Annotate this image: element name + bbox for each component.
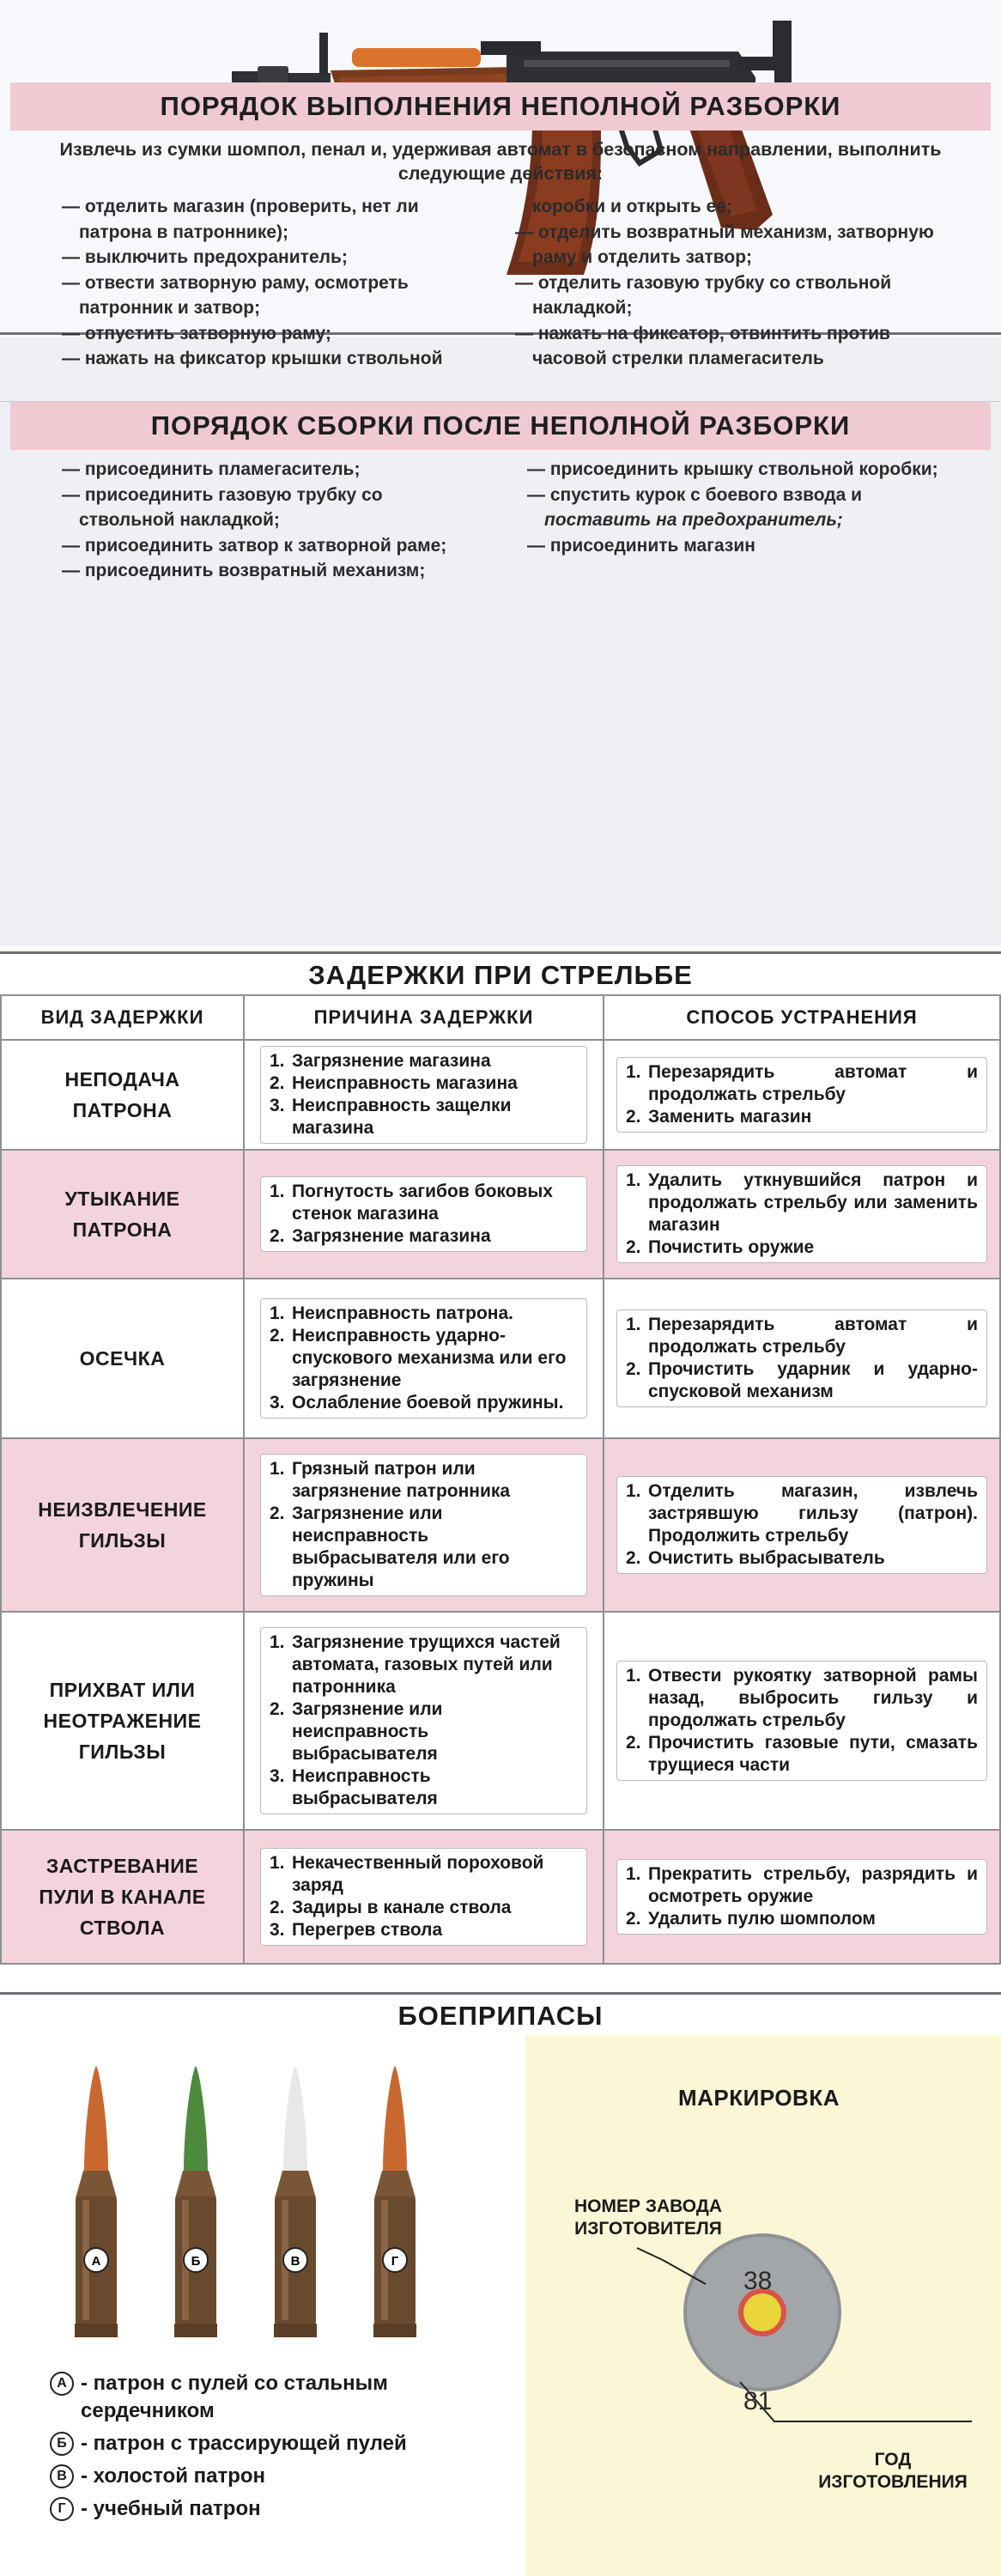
- step-line: — отделить магазин (проверить, нет ли: [62, 197, 419, 216]
- cause-item: [270, 1050, 578, 1072]
- table-row: [1, 1438, 1000, 1612]
- legend-badge: Г: [50, 2497, 74, 2521]
- step-line: — отпустить затворную раму;: [62, 323, 331, 343]
- ammo-title: БОЕПРИПАСЫ: [0, 1992, 1001, 2035]
- delay-fix-cell: [604, 1830, 1000, 1964]
- fix-item: [626, 1106, 978, 1128]
- fix-item: [626, 1236, 978, 1259]
- item-text: Неисправность магазина: [292, 1073, 518, 1093]
- step-line: — спустить курок с боевого взвода и: [527, 484, 863, 505]
- fix-item: [626, 1547, 978, 1570]
- item-number: 3.: [270, 1920, 285, 1940]
- step-line: коробки и открыть ее;: [532, 197, 732, 216]
- legend-item: [50, 2430, 513, 2458]
- item-text: Некачественный пороховой заряд: [292, 1853, 544, 1895]
- item-text: Удалить пулю шомполом: [648, 1909, 876, 1929]
- item-number: 1.: [626, 1170, 641, 1190]
- fix-list: [616, 1476, 987, 1574]
- item-text: Прочистить ударник и ударно-спусковой механизм: [648, 1359, 978, 1401]
- cause-item: [270, 1181, 578, 1225]
- item-text: Удалить уткнувшийся патрон и продолжать стрельбу или заменить магазин: [648, 1170, 978, 1235]
- step-line: — выключить предохранитель;: [62, 247, 348, 267]
- case-shoulder: [175, 2171, 216, 2198]
- delay-kind-cell: [1, 1830, 244, 1964]
- delay-cause-cell: [244, 1438, 604, 1612]
- item-text: Неисправность ударно-спускового механизма или его загрязнение: [292, 1326, 567, 1390]
- delay-kind-line: ГИЛЬЗЫ: [78, 1529, 167, 1552]
- legend-item: [50, 2463, 513, 2490]
- bullet-tip: [383, 2066, 407, 2172]
- item-number: 2.: [626, 1909, 641, 1929]
- delay-kind-cell: [1, 1612, 244, 1830]
- item-number: 1.: [270, 1853, 285, 1873]
- item-text: Грязный патрон или загрязнение патронника: [292, 1459, 511, 1501]
- cartridge-legend: [50, 2370, 513, 2528]
- header-fix: СПОСОБ УСТРАНЕНИЯ: [604, 995, 1000, 1040]
- item-number: 1.: [270, 1632, 285, 1652]
- fix-list: [616, 1165, 987, 1263]
- item-text: Почистить оружие: [648, 1237, 815, 1257]
- legend-item: [50, 2495, 513, 2523]
- disassembly-steps-left: [62, 194, 482, 372]
- step-line: — присоединить пламегаситель;: [62, 459, 361, 479]
- delays-table-body: [1, 1040, 1000, 1964]
- step-line: — присоединить крышку ствольной коробки;: [527, 459, 938, 479]
- factory-number-label: [549, 2196, 747, 2240]
- cause-item: [270, 1503, 578, 1592]
- label-line: ГОД: [874, 2450, 912, 2470]
- item-text: Заменить магазин: [648, 1107, 812, 1127]
- item-number: 1.: [270, 1303, 285, 1323]
- delay-kind-line: ЗАСТРЕВАНИЕ: [46, 1855, 199, 1877]
- legend-text: - патрон с трассирующей пулей: [81, 2432, 407, 2455]
- fix-item: [626, 1480, 978, 1547]
- cartridge-base-diagram: [525, 2035, 1001, 2576]
- legend-badge: А: [50, 2372, 74, 2396]
- cartridge-badge-letter: В: [290, 2254, 300, 2269]
- cause-item: [270, 1225, 578, 1248]
- cause-item: [270, 1852, 578, 1897]
- item-text: Загрязнение или неисправность выбрасывателя или его пружины: [292, 1504, 510, 1590]
- table-row: [1, 1279, 1000, 1438]
- delay-fix-cell: [604, 1438, 1000, 1612]
- item-number: 2.: [626, 1733, 641, 1753]
- item-text: Загрязнение трущихся частей автомата, газовых путей или патронника: [292, 1632, 561, 1697]
- case-rim: [174, 2324, 217, 2337]
- delays-table: [0, 994, 1001, 1965]
- fix-item: [626, 1061, 978, 1106]
- bullet-tip: [84, 2066, 108, 2172]
- cartridges-illustration: [0, 2035, 525, 2370]
- item-number: 1.: [270, 1182, 285, 1201]
- item-text: Прекратить стрельбу, разрядить и осмотреть оружие: [648, 1864, 978, 1906]
- fix-item: [626, 1358, 978, 1403]
- item-number: 1.: [270, 1051, 285, 1071]
- item-number: 1.: [626, 1062, 641, 1082]
- cartridge-badge-letter: Г: [391, 2254, 399, 2269]
- item-number: 1.: [626, 1864, 641, 1884]
- delay-fix-cell: [604, 1612, 1000, 1830]
- delay-cause-cell: [244, 1612, 604, 1830]
- item-text: Прочистить газовые пути, смазать трущиеся части: [648, 1733, 978, 1775]
- delay-kind-cell: [1, 1040, 244, 1150]
- item-text: Очистить выбрасыватель: [648, 1548, 885, 1568]
- item-text: Ослабление боевой пружины.: [292, 1393, 564, 1413]
- assembly-steps-left: [62, 457, 500, 584]
- marking-panel: [525, 2035, 1001, 2576]
- legend-badge: В: [50, 2464, 74, 2488]
- delay-kind-line: ПАТРОНА: [72, 1099, 173, 1121]
- factory-leader-line: [637, 2248, 706, 2284]
- cartridge-2: [174, 2066, 217, 2337]
- assembly-title: ПОРЯДОК СБОРКИ ПОСЛЕ НЕПОЛНОЙ РАЗБОРКИ: [10, 402, 991, 450]
- case-shoulder: [374, 2171, 416, 2198]
- label-line: НОМЕР ЗАВОДА: [574, 2196, 722, 2216]
- case-rim: [75, 2324, 118, 2337]
- step-line: — отделить возвратный механизм, затворную: [515, 222, 934, 242]
- cause-list: [260, 1046, 587, 1144]
- label-line: ИЗГОТОВЛЕНИЯ: [818, 2472, 968, 2492]
- year-number: 81: [743, 2387, 773, 2415]
- label-line: ИЗГОТОВИТЕЛЯ: [574, 2219, 722, 2239]
- cartridge-badge-letter: А: [91, 2254, 101, 2269]
- item-number: 2.: [270, 1226, 285, 1246]
- item-text: Задиры в канале ствола: [292, 1898, 512, 1917]
- table-header-row: [1, 995, 1000, 1040]
- step-line: — отделить газовую трубку со ствольной: [515, 272, 892, 293]
- item-number: 1.: [626, 1666, 641, 1686]
- item-text: Загрязнение магазина: [292, 1051, 491, 1071]
- step-line: накладкой;: [532, 298, 633, 318]
- item-number: 2.: [270, 1699, 285, 1719]
- cause-item: [270, 1392, 578, 1414]
- item-text: Погнутость загибов боковых стенок магазина: [292, 1182, 553, 1224]
- legend-text: - учебный патрон: [81, 2497, 261, 2520]
- step-line: часовой стрелки пламегаситель: [532, 349, 824, 368]
- legend-text: - холостой патрон: [81, 2464, 266, 2488]
- table-row: [1, 1150, 1000, 1279]
- item-number: 3.: [270, 1096, 285, 1115]
- cause-item: [270, 1631, 578, 1698]
- fix-list: [616, 1309, 987, 1407]
- step-line: раму и отделить затвор;: [532, 247, 753, 267]
- assembly-steps-right: [527, 457, 991, 558]
- fix-list: [616, 1057, 987, 1133]
- fix-item: [626, 1732, 978, 1777]
- delay-kind-line: ГИЛЬЗЫ: [78, 1741, 167, 1763]
- legend-text: - патрон с пулей со стальным сердечником: [81, 2372, 388, 2422]
- item-number: 2.: [270, 1073, 285, 1093]
- item-number: 1.: [626, 1481, 641, 1501]
- case-rim: [274, 2324, 317, 2337]
- legend-item: [50, 2370, 513, 2425]
- fix-item: [626, 1314, 978, 1358]
- item-number: 2.: [270, 1504, 285, 1523]
- bullet-tip: [283, 2066, 307, 2172]
- delay-kind-line: ПРИХВАТ ИЛИ: [49, 1679, 196, 1701]
- step-line: — присоединить затвор к затворной раме;: [62, 535, 447, 556]
- delay-cause-cell: [244, 1830, 604, 1964]
- item-text: Неисправность патрона.: [292, 1303, 513, 1323]
- step-line: — присоединить газовую трубку со: [62, 484, 383, 505]
- item-text: Неисправность выбрасывателя: [292, 1766, 438, 1808]
- item-text: Перегрев ствола: [292, 1920, 443, 1940]
- delay-fix-cell: [604, 1040, 1000, 1150]
- factory-number: 38: [743, 2267, 773, 2295]
- delay-kind-line: НЕИЗВЛЕЧЕНИЕ: [38, 1498, 207, 1521]
- item-number: 2.: [270, 1898, 285, 1917]
- disassembly-intro: [15, 137, 986, 185]
- delay-kind-line: ПУЛИ В КАНАЛЕ: [39, 1886, 206, 1908]
- step-line: — отвести затворную раму, осмотреть: [62, 272, 409, 293]
- cause-item: [270, 1095, 578, 1139]
- fix-list: [616, 1661, 987, 1781]
- item-text: Загрязнение или неисправность выбрасывателя: [292, 1699, 443, 1764]
- cause-item: [270, 1303, 578, 1325]
- step-line: ствольной накладкой;: [79, 510, 280, 530]
- table-row: [1, 1040, 1000, 1150]
- item-number: 2.: [626, 1359, 641, 1379]
- item-text: Перезарядить автомат и продолжать стрельбу: [648, 1062, 978, 1104]
- item-text: Отвести рукоятку затворной рамы назад, выбросить гильзу и продолжать стрельбу: [648, 1666, 978, 1730]
- fix-item: [626, 1908, 978, 1930]
- delay-kind-line: УТЫКАНИЕ: [64, 1188, 180, 1210]
- fix-item: [626, 1665, 978, 1732]
- header-cause: ПРИЧИНА ЗАДЕРЖКИ: [244, 995, 604, 1040]
- cartridge-3: [274, 2066, 317, 2337]
- disassembly-title: ПОРЯДОК ВЫПОЛНЕНИЯ НЕПОЛНОЙ РАЗБОРКИ: [10, 82, 991, 131]
- delay-cause-cell: [244, 1150, 604, 1279]
- cause-item: [270, 1325, 578, 1392]
- item-number: 1.: [626, 1315, 641, 1334]
- cartridge-1: [75, 2066, 118, 2337]
- cause-list: [260, 1298, 587, 1419]
- cause-item: [270, 1072, 578, 1095]
- item-number: 2.: [626, 1548, 641, 1568]
- step-line: патронник и затвор;: [79, 298, 261, 318]
- case-shoulder: [76, 2171, 117, 2198]
- primer: [743, 2293, 781, 2331]
- table-row: [1, 1612, 1000, 1830]
- cause-list: [260, 1848, 587, 1946]
- item-number: 3.: [270, 1393, 285, 1413]
- delay-kind-cell: [1, 1279, 244, 1438]
- cartridge-badge-letter: Б: [191, 2254, 201, 2269]
- header-kind: ВИД ЗАДЕРЖКИ: [1, 995, 244, 1040]
- cause-list: [260, 1627, 587, 1814]
- table-row: [1, 1830, 1000, 1964]
- cause-item: [270, 1765, 578, 1810]
- delay-kind-cell: [1, 1438, 244, 1612]
- delay-kind-line: НЕОТРАЖЕНИЕ: [43, 1710, 202, 1732]
- item-text: Загрязнение магазина: [292, 1226, 491, 1246]
- step-line: — нажать на фиксатор, отвинтить против: [515, 323, 890, 343]
- item-text: Перезарядить автомат и продолжать стрельбу: [648, 1315, 978, 1357]
- cause-item: [270, 1698, 578, 1765]
- delay-kind-line: СТВОЛА: [79, 1917, 166, 1939]
- case-shoulder: [275, 2171, 316, 2198]
- delay-cause-cell: [244, 1279, 604, 1438]
- case-rim: [373, 2324, 416, 2337]
- item-number: 2.: [270, 1326, 285, 1346]
- delay-cause-cell: [244, 1040, 604, 1150]
- step-line: — нажать на фиксатор крышки ствольной: [62, 349, 443, 368]
- cartridge-4: [373, 2066, 416, 2337]
- delay-kind-line: ОСЕЧКА: [79, 1347, 166, 1370]
- delay-kind-line: НЕПОДАЧА: [64, 1068, 180, 1091]
- legend-badge: Б: [50, 2432, 74, 2456]
- delay-kind-cell: [1, 1150, 244, 1279]
- cause-item: [270, 1919, 578, 1941]
- item-text: Неисправность защелки магазина: [292, 1096, 512, 1138]
- delays-title: ЗАДЕРЖКИ ПРИ СТРЕЛЬБЕ: [0, 951, 1001, 994]
- intro-line: Извлечь из сумки шомпол, пенал и, удерживая автомат в безопасном направлении, выполнить: [59, 139, 942, 160]
- delay-kind-line: ПАТРОНА: [72, 1218, 173, 1241]
- fix-item: [626, 1170, 978, 1236]
- step-line: — присоединить магазин: [527, 535, 755, 556]
- marking-title: МАРКИРОВКА: [678, 2085, 840, 2111]
- cause-list: [260, 1454, 587, 1596]
- fix-list: [616, 1859, 987, 1935]
- delay-fix-cell: [604, 1279, 1000, 1438]
- step-line: поставить на предохранитель;: [544, 510, 843, 530]
- item-number: 2.: [626, 1107, 641, 1127]
- fix-item: [626, 1863, 978, 1908]
- disassembly-steps-right: [515, 194, 979, 372]
- item-number: 3.: [270, 1766, 285, 1786]
- step-line: патрона в патроннике);: [79, 222, 289, 242]
- step-line: — присоединить возвратный механизм;: [62, 561, 426, 580]
- cause-list: [260, 1176, 587, 1252]
- intro-line: следующие действия:: [397, 163, 604, 184]
- cause-item: [270, 1458, 578, 1503]
- item-number: 1.: [270, 1459, 285, 1479]
- bullet-tip: [184, 2066, 208, 2172]
- delay-fix-cell: [604, 1150, 1000, 1279]
- item-number: 2.: [626, 1237, 641, 1257]
- item-text: Отделить магазин, извлечь застрявшую гильзу (патрон). Продолжить стрельбу: [648, 1481, 978, 1546]
- cause-item: [270, 1897, 578, 1919]
- year-label: [807, 2449, 979, 2494]
